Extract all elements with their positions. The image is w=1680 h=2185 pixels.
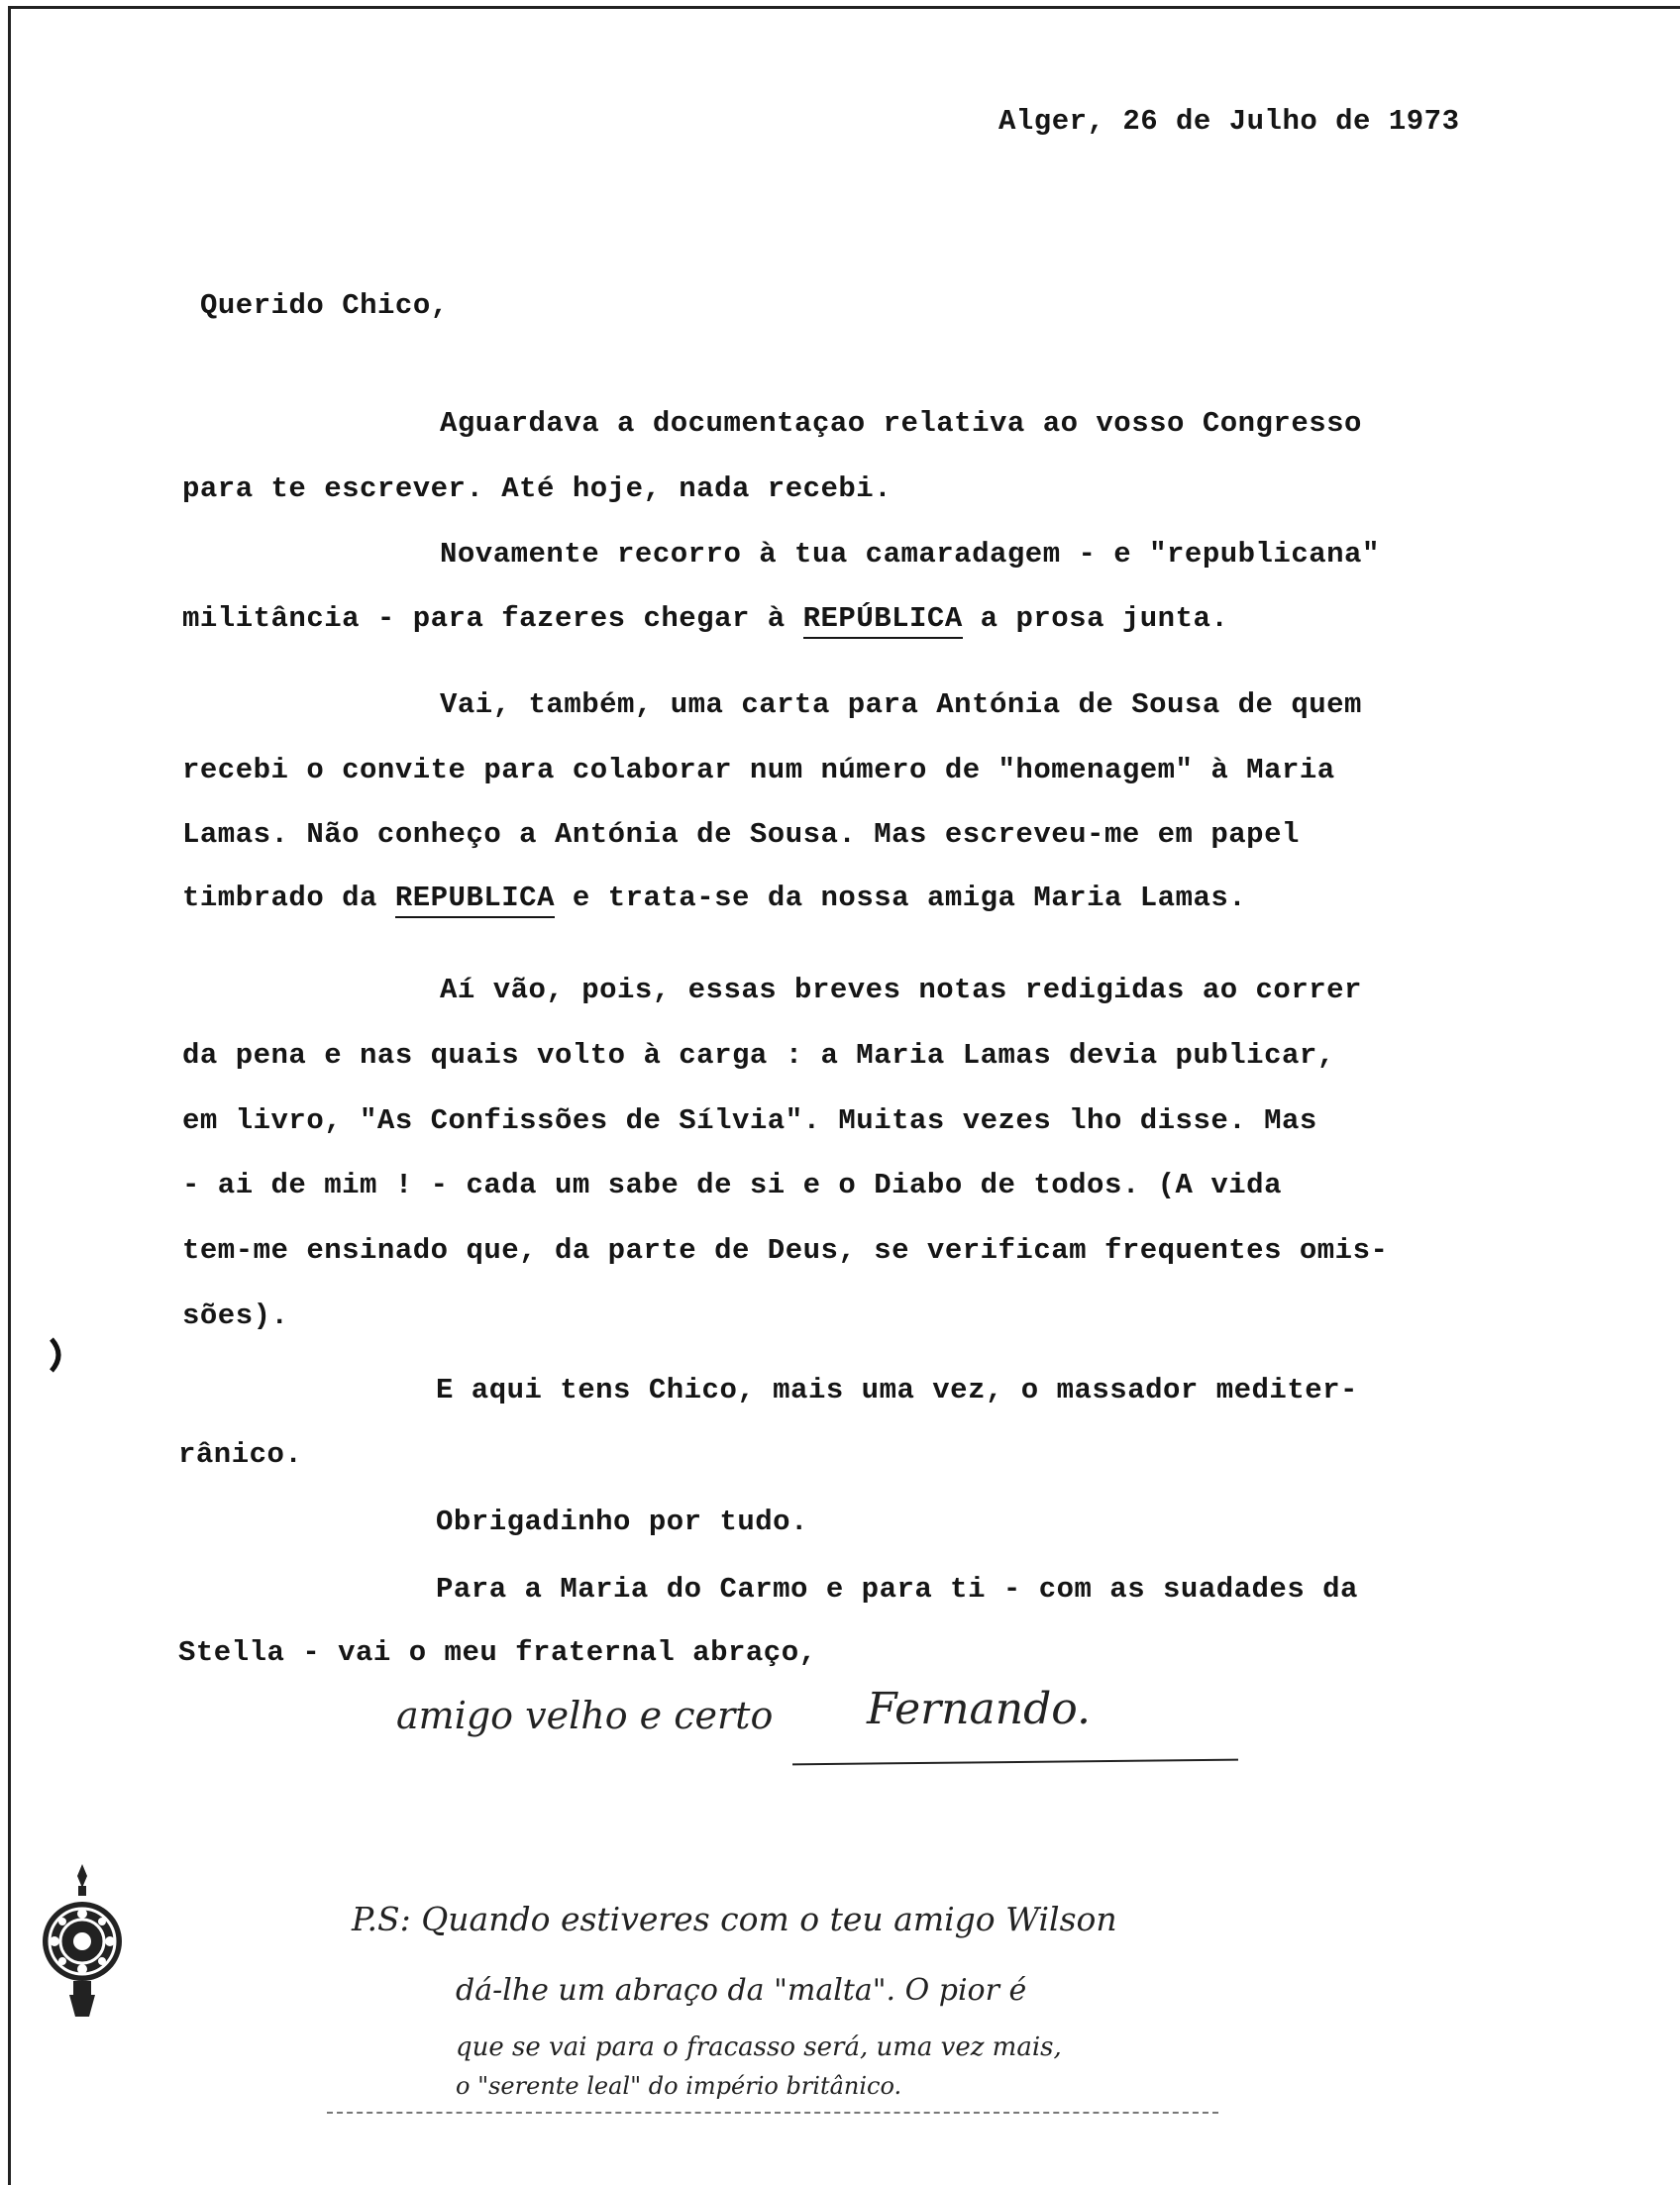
salutation: Querido Chico,	[200, 289, 449, 322]
body-line: rânico.	[178, 1438, 303, 1471]
body-line: Obrigadinho por tudo.	[436, 1506, 808, 1538]
body-line: Aí vão, pois, essas breves notas redigidas ao correr	[440, 974, 1362, 1006]
ornamental-seal-icon	[38, 1862, 127, 2021]
body-line	[182, 882, 1246, 914]
body-line-text: militância - para fazeres chegar à	[182, 602, 803, 635]
signature: Fernando.	[867, 1684, 1091, 1734]
body-line: sões).	[182, 1300, 289, 1332]
body-line: Aguardava a documentaçao relativa ao vosso Congresso	[440, 407, 1362, 440]
parenthesis-mark-icon	[48, 1337, 67, 1373]
postscript-line: o "serente leal" do império britânico.	[456, 2072, 902, 2100]
body-line: Vai, também, uma carta para Antónia de Sousa de quem	[440, 688, 1362, 721]
underlined-republica: REPUBLICA	[395, 882, 555, 918]
body-line-text: e trata-se da nossa amiga Maria Lamas.	[554, 882, 1247, 914]
body-line: Novamente recorro à tua camaradagem - e "republicana"	[440, 538, 1380, 571]
body-line: tem-me ensinado que, da parte de Deus, se verificam frequentes omis-	[182, 1234, 1389, 1267]
body-line: E aqui tens Chico, mais uma vez, o massador mediter-	[436, 1374, 1358, 1406]
body-line: Lamas. Não conheço a Antónia de Sousa. Mas escreveu-me em papel	[182, 818, 1300, 851]
postscript-line: P.S: Quando estiveres com o teu amigo Wilson	[352, 1900, 1117, 1938]
body-line	[182, 602, 1228, 635]
body-line: Stella - vai o meu fraternal abraço,	[178, 1636, 817, 1669]
postscript-line: que se vai para o fracasso será, uma vez mais,	[456, 2032, 1062, 2062]
handwritten-closing: amigo velho e certo	[396, 1694, 774, 1737]
body-line: - ai de mim ! - cada um sabe de si e o Diabo de todos. (A vida	[182, 1169, 1282, 1201]
body-line-text: a prosa junta.	[962, 602, 1229, 635]
body-line: para te escrever. Até hoje, nada recebi.	[182, 472, 892, 505]
body-line: recebi o convite para colaborar num número de "homenagem" à Maria	[182, 754, 1335, 786]
underlined-republica: REPÚBLICA	[803, 602, 963, 639]
body-line: da pena e nas quais volto à carga : a Maria Lamas devia publicar,	[182, 1039, 1335, 1072]
letter-date: Alger, 26 de Julho de 1973	[998, 105, 1460, 138]
bottom-dashed-rule	[327, 2112, 1218, 2114]
page-border	[8, 6, 1680, 2185]
body-line: em livro, "As Confissões de Sílvia". Muitas vezes lho disse. Mas	[182, 1104, 1317, 1137]
body-line: Para a Maria do Carmo e para ti - com as suadades da	[436, 1573, 1358, 1606]
postscript-line: dá-lhe um abraço da "malta". O pior é	[456, 1973, 1027, 2008]
body-line-text: timbrado da	[182, 882, 395, 914]
